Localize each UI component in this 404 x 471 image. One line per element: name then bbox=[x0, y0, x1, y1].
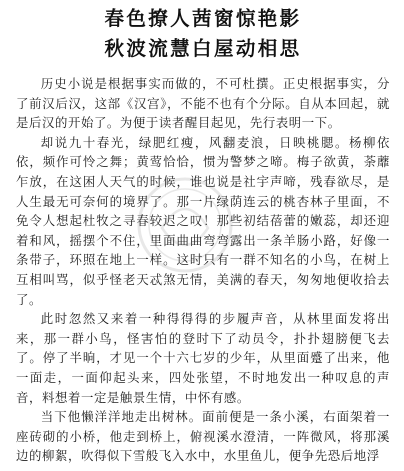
body-paragraph-4: 当下他懒洋洋地走出树林。面前便是一条小溪，右面架着一座砖砌的小桥，他走到桥上，俯视溪水澄清，一阵微风，将那溪边的柳絮，吹得似下雪般飞入水中，水里鱼儿，便争先恐后地浮 bbox=[16, 409, 390, 464]
chapter-title-line-2: 秋波流慧白屋动相思 bbox=[104, 37, 302, 60]
chapter-title-line-1: 春色撩人茜窗惊艳影 bbox=[104, 7, 302, 30]
body-paragraph-2: 却说九十春光，绿肥红瘦，风翻麦浪，日映桃腮。杨柳依依，频作可怜之舞；黄莺恰恰，惯为警梦之啼。梅子欲黄，荼蘼乍放，在这困人天气的时候，谁也说是社宇声啼，残春欲尽，是人生最无可奈何的境界了。那一片绿荫连云的桃杏林子里面，不免令人想起杜牧之寻春较迟之叹！那些初结蓓蕾的嫩蕊，却还迎着和风，摇摆个不住，里面曲曲弯弯露出一条羊肠小路，好像一条带子，环照在地上一样。这时只有一群不知名的小鸟，在树上互相叫骂，似乎怪老天忒煞无情，美满的春天，匆匆地便收拾去了。 bbox=[16, 134, 390, 307]
body-paragraph-3: 此时忽然又来着一种得得得的步履声音，从林里面发将出来，那一群小鸟，怪害怕的登时下了动员令，扑扑翅膀便飞去了。停了半晌，才见一个十六七岁的少年，从里面蹙了出来，他一面走，一面仰起头来，四处张望，不时地发出一种叹息的声音，料想着一定是触景生情，中怀有感。 bbox=[16, 311, 390, 405]
body-paragraph-1: 历史小说是根据事实而做的，不可杜撰。正史根据事实，分了前汉后汉，这部《汉宫》，不能不也有个分际。自从本回起，就是后汉的开始了。为便于读者醒目起见，先行表明一下。 bbox=[16, 76, 390, 131]
